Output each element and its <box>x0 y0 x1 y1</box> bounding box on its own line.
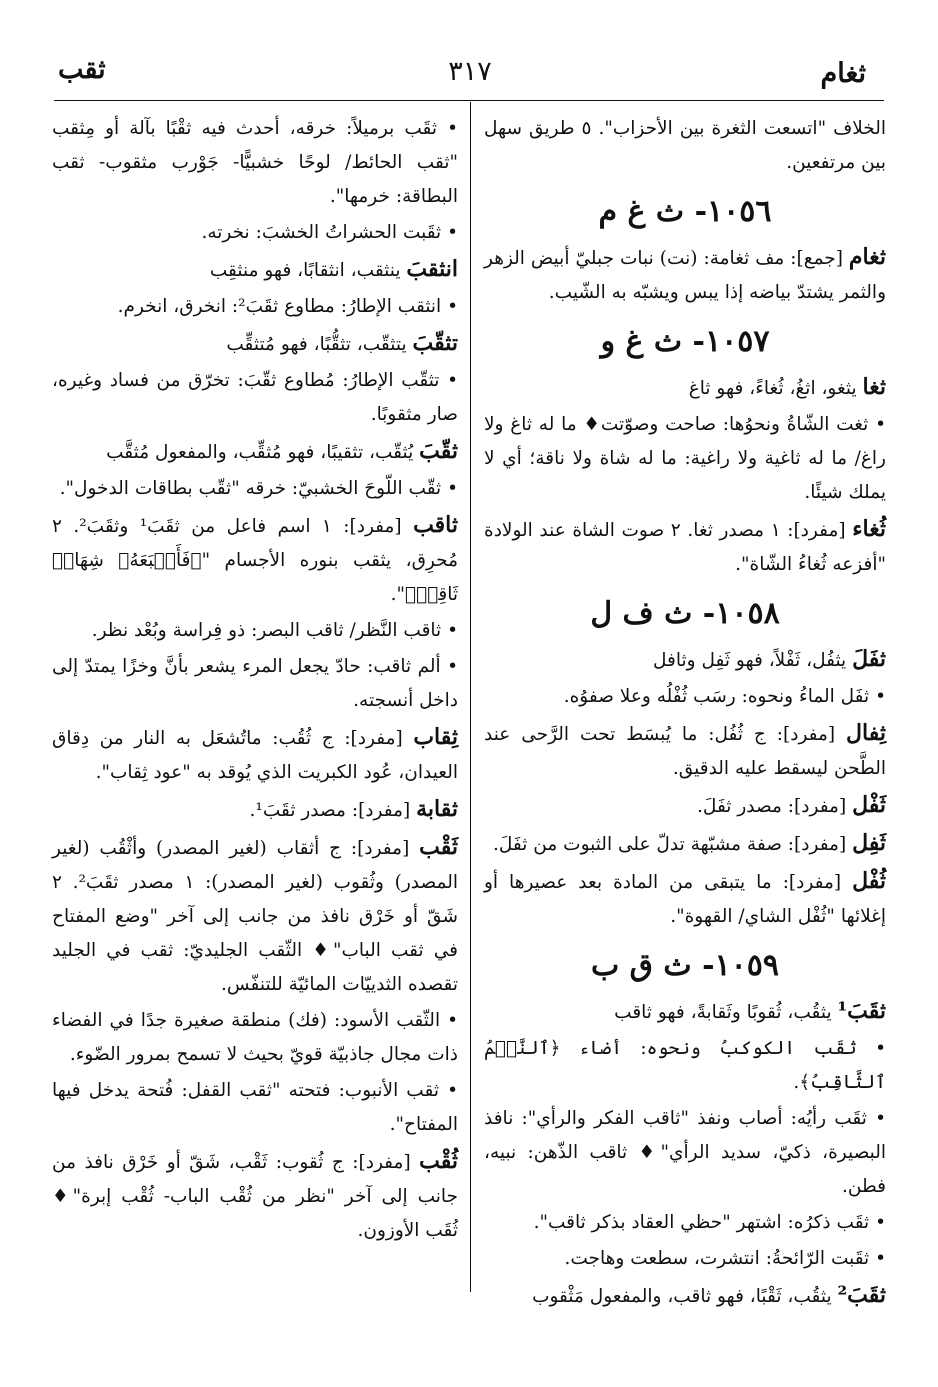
definition: [مفرد]: ١ مصدر ثغا. ٢ صوت الشاة عند الولادة "أفزعه ثُغاءُ الشّاة". <box>484 520 886 575</box>
headword: ثَفْل <box>852 792 886 818</box>
definition-line: • ثفَل الماءُ ونحوه: رسَب ثُفْلُه وعلا صفوُه. <box>563 686 886 707</box>
dictionary-entry <box>52 434 458 470</box>
dictionary-entry <box>484 1278 886 1314</box>
definition: يثقُب، ثَقْبًا، فهو ثاقب، والمفعول مَثْقوب <box>532 1286 832 1307</box>
header-rule <box>54 100 884 101</box>
definition-line: • ألم ثاقب: حادّ يجعل المرء يشعر بأنَّ وخزًا يمتدّ إلى داخل أنسجته. <box>52 656 458 711</box>
dictionary-entry <box>484 826 886 862</box>
definition-line: • ثغت الشّاةُ ونحوُها: صاحت وصوّتت♦ ما له ثاغ ولا راغ/ ما له ثاغية ولا راغية: ما له شاة ولا ناقة؛ أي لا يملك شيئًا. <box>484 414 886 503</box>
root-heading: ١٠٥٦- ث غ م <box>598 194 772 229</box>
definition-line: • ثقَبت الرّائحةُ: انتشرت، سطعت وهاجت. <box>564 1248 886 1269</box>
dictionary-entry <box>484 716 886 786</box>
dictionary-entry <box>484 240 886 310</box>
headword: ثفَلَ <box>852 646 886 672</box>
definition: يثفُل، ثَفْلاً، فهو ثَفِل وثافل <box>653 650 847 671</box>
definition-line: • ثقب الأنبوب: فتحته "ثقب القفل: فُتحة يدخل فيها المفتاح". <box>52 1080 458 1135</box>
definition: [مفرد]: ج ثُفُل: ما يُبسَط تحت الرَّحى عند الطَّحن ليسقط عليه الدقيق. <box>484 724 886 779</box>
headword: ثقّبَ <box>419 438 458 464</box>
definition: ينثقب، انثقابًا، فهو منثقِب <box>209 260 401 281</box>
definition: يُثقّب، تثقيبًا، فهو مُثقِّب، والمفعول مُثقَّب <box>106 442 414 463</box>
headword: ثقابة <box>416 796 458 822</box>
headword: ثاقب <box>413 512 459 538</box>
definition-line: • الثّقب الأسود: (فك) منطقة صغيرة جدًا في الفضاء ذات مجال جاذبيّة قويّ بحيث لا تسمح بمرور الضّوء. <box>52 1010 458 1065</box>
definition: [مفرد]: ما يتبقى من المادة بعد عصيرها أو إغلائها "ثُفْل الشاي/ القهوة". <box>484 872 886 927</box>
headword: ثقَبَ² <box>837 1282 886 1308</box>
dictionary-entry <box>52 508 458 612</box>
page-number: ٣١٧ <box>448 56 492 87</box>
dictionary-entry <box>52 1144 458 1248</box>
definition: [مفرد]: صفة مشبّهة تدلّ على الثبوت من ثفَلَ. <box>493 834 847 855</box>
left-column <box>52 112 458 1250</box>
dictionary-entry <box>52 326 458 362</box>
dictionary-entry <box>484 788 886 824</box>
headword: ثغام <box>848 244 886 270</box>
header-guide-word-right: ثغام <box>820 58 866 89</box>
headword: ثقَبَ¹ <box>837 998 886 1024</box>
root-heading: ١٠٥٨- ث ف ل <box>590 596 780 631</box>
header-guide-word-left: ثقب <box>58 54 106 85</box>
definition-line: • ثقّب اللّوحَ الخشبيّ: خرقه "ثقّب بطاقات الدخول". <box>59 478 458 499</box>
definition: [مفرد]: ١ اسم فاعل من ثقَبَ¹ وثقَبَ². ٢ مُحرِق، يثقب بنوره الأجسام "﴿فَأَتۡبَعَهُۥ شِهَابٞ ثَاقِبٞ﴾". <box>52 516 458 605</box>
dictionary-entry <box>484 994 886 1030</box>
dictionary-entry <box>484 642 886 678</box>
definition-line: • تثقّب الإطارُ: مُطاوع ثقّبَ: تخرّق من فساد وغيره، صار مثقوبًا. <box>52 370 458 425</box>
headword: ثِفال <box>846 720 886 746</box>
headword: ثِقاب <box>413 724 458 750</box>
definition-line: • ثقَب رأيُه: أصاب ونفذ "ثاقب الفكر والرأي": نافذ البصيرة، ذكيّ، سديد الرأي"♦ ثاقب الذّهن: نبيه، فطن. <box>484 1108 886 1197</box>
column-divider <box>470 102 471 1292</box>
right-column <box>484 112 886 1316</box>
dictionary-entry <box>484 370 886 406</box>
root-heading: ١٠٥٩- ث ق ب <box>591 948 779 983</box>
definition: يثغو، اثغُ، ثُغاءً، فهو ثاغ <box>688 378 857 399</box>
definition: [جمع]: مف ثغامة: (نت) نبات جبليّ أبيض الزهر والثمر يشتدّ بياضه إذا يبس ويشبّه به الشّيب. <box>484 248 886 303</box>
dictionary-entry <box>52 252 458 288</box>
definition: يتثقّب، تثقُّبًا، فهو مُتثقِّب <box>226 334 407 355</box>
dictionary-entry <box>52 720 458 790</box>
headword: ثَفِل <box>852 830 886 856</box>
definition: [مفرد]: مصدر ثفَلَ. <box>697 796 847 817</box>
dictionary-entry <box>484 864 886 934</box>
headword: ثُغاء <box>852 516 886 542</box>
page-header <box>0 40 938 100</box>
root-heading: ١٠٥٧- ث غ و <box>600 324 770 359</box>
definition: [مفرد]: ج ثُقوب: ثَقْب، شَقّ أو خَرْق نافذ من جانب إلى آخر "نظر من ثُقْب الباب- ثُقْب إبرة"♦ ثُقَب الأوزون. <box>52 1152 458 1241</box>
definition: [مفرد]: مصدر ثقَبَ¹. <box>249 800 411 821</box>
definition: [مفرد]: ج أثقاب (لغير المصدر) وأثْقُب (لغير المصدر) وثُقوب (لغير المصدر): ١ مصدر ثقَبَ². ٢ شَقّ أو خَرْق نافذ من جانب إلى آخر "وضع المفتاح في ثقب الباب"♦ الثّقب الجليديّ: ثقب في الجليد تقصده الثدييّات المائيّة للتنفّس. <box>52 838 459 995</box>
definition-line: • ثقَبت الحشراتُ الخشبَ: نخرته. <box>201 222 458 243</box>
headword: ثغا <box>862 374 886 400</box>
headword: ثُفْل <box>852 868 886 894</box>
headword: ثَقْب <box>419 834 458 860</box>
definition-line: الخلاف "اتسعت الثغرة بين الأحزاب". ٥ طريق سهل بين مرتفعين. <box>484 118 887 173</box>
headword: تثقّبَ <box>412 330 458 356</box>
definition: [مفرد]: ج ثُقُب: ماتُشعَل به النار من دِقاق العيدان، عُود الكبريت الذي يُوقد به "عود ثِقاب". <box>52 728 458 783</box>
dictionary-entry <box>484 512 886 582</box>
definition-line: • ثاقب النَّظر/ ثاقب البصر: ذو فِراسة وبُعْد نظر. <box>91 620 458 641</box>
definition-line: • ثقَب ذكرُه: اشتهر "حظي العقاد بذكر ثاقب". <box>533 1212 886 1233</box>
definition-line: • ثقَب برميلاً: خرقه، أحدث فيه ثقْبًا بآلة أو مِثقب "ثقب الحائط/ لوحًا خشبيًّا- جَوْرب مثقوب- ثقب البطاقة: خرمها". <box>52 118 458 207</box>
dictionary-entry <box>52 830 458 1002</box>
dictionary-entry <box>52 792 458 828</box>
definition-line: • انثقب الإطارُ: مطاوع ثقَبَ²: انخرق، انخرم. <box>117 296 458 317</box>
definition-line: • ثقَب الكوكبُ ونحوه: أضاء ﴿ٱلنَّجۡمُ ٱلثَّاقِبُ﴾. <box>484 1038 886 1093</box>
headword: انثقبَ <box>406 256 458 282</box>
definition: يثقُب، ثُقوبًا وثَقابةً، فهو ثاقب <box>614 1002 832 1023</box>
headword: ثُقْب <box>419 1148 458 1174</box>
